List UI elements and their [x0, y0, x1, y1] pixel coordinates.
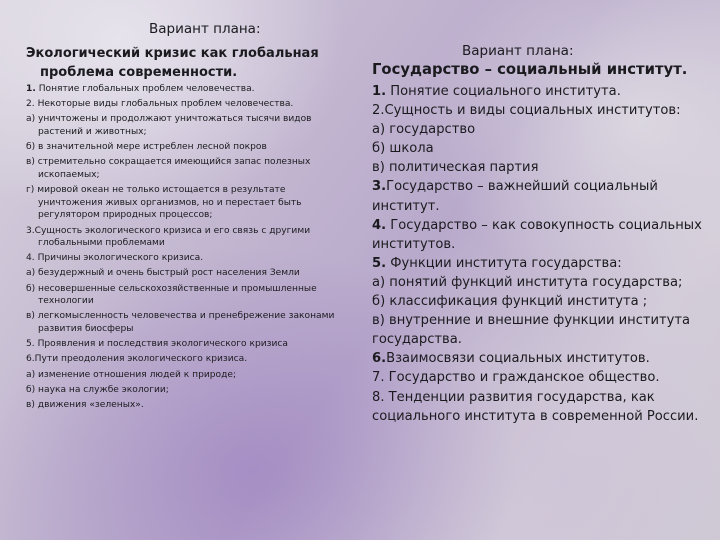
- left-plan-label: Вариант плана:: [149, 21, 261, 37]
- left-plan-list: [26, 83, 348, 414]
- right-plan-label: Вариант плана:: [462, 43, 574, 59]
- list-item: в) политическая партия: [372, 160, 539, 176]
- list-item: 1. Понятие глобальных проблем человечества.: [26, 84, 255, 94]
- list-item: 5. Функции института государства:: [372, 255, 622, 271]
- list-item: в) внутренние и внешние функции института государства.: [372, 313, 691, 348]
- right-plan-list: [372, 82, 707, 426]
- list-item: а) понятий функций института государства;: [372, 274, 683, 290]
- list-item: а) государство: [372, 122, 476, 138]
- list-item: 4. Государство – как совокупность социальных институтов.: [372, 217, 702, 252]
- left-topic-line-1: Экологический кризис как глобальная: [26, 46, 319, 61]
- list-item: б) классификация функций института ;: [372, 294, 648, 310]
- list-item: г) мировой океан не только истощается в результате уничтожения живых организмов, но и перестает быть регулятором природных процессов;: [26, 185, 302, 221]
- list-item: 3.Сущность экологического кризиса и его связь с другими глобальными проблемами: [26, 225, 311, 249]
- list-item: 3.Государство – важнейший социальный институт.: [372, 179, 658, 214]
- list-item: 7. Государство и гражданское общество.: [372, 370, 660, 386]
- list-item: 4. Причины экологического кризиса.: [26, 253, 204, 264]
- right-topic-title: Государство – социальный институт.: [372, 61, 688, 78]
- list-item: а) изменение отношения людей к природе;: [26, 369, 237, 380]
- list-item: 8. Тенденции развития государства, как социального института в современной России.: [372, 389, 699, 424]
- list-item: 2. Некоторые виды глобальных проблем человечества.: [26, 99, 294, 110]
- list-item: б) наука на службе экологии;: [26, 384, 169, 395]
- list-item: 6.Пути преодоления экологического кризиса.: [26, 354, 248, 365]
- list-item: б) в значительной мере истреблен лесной покров: [26, 142, 267, 153]
- list-item: б) несовершенные сельскохозяйственные и промышленные технологии: [26, 283, 317, 307]
- list-item: б) школа: [372, 141, 434, 157]
- list-item: а) уничтожены и продолжают уничтожаться тысячи видов растений и животных;: [26, 114, 312, 137]
- list-item: 1. Понятие социального института.: [372, 84, 621, 99]
- list-item: 5. Проявления и последствия экологического кризиса: [26, 339, 288, 350]
- list-item: в) легкомысленность человечества и пренебрежение законами развития биосферы: [26, 311, 335, 335]
- left-topic-line-2: проблема современности.: [40, 65, 238, 80]
- list-item: а) безудержный и очень быстрый рост населения Земли: [26, 268, 300, 279]
- list-item: в) стремительно сокращается имеющийся запас полезных ископаемых;: [26, 157, 311, 180]
- list-item: 6.Взаимосвязи социальных институтов.: [372, 351, 650, 367]
- left-topic-title: [26, 44, 346, 82]
- list-item: 2.Сущность и виды социальных институтов:: [372, 103, 681, 119]
- list-item: в) движения «зеленых».: [26, 399, 144, 410]
